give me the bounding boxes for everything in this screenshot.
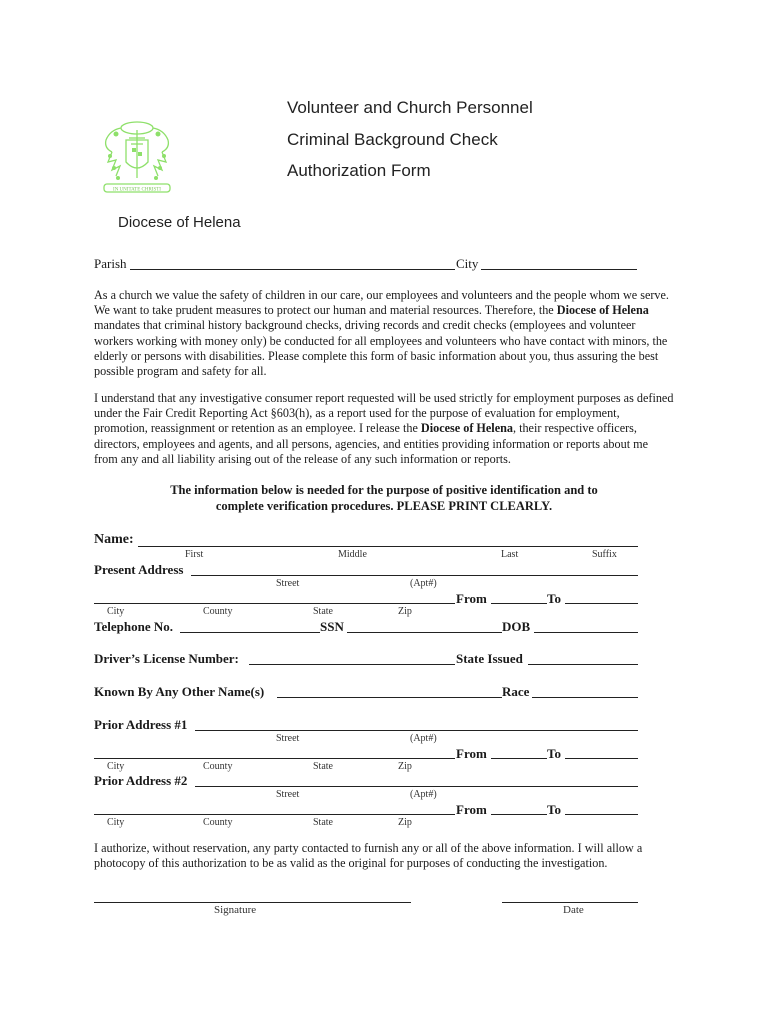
title-line-2: Criminal Background Check bbox=[287, 130, 498, 149]
prior-address-2-street-field[interactable] bbox=[195, 786, 638, 787]
prior-address-2-label: Prior Address #2 bbox=[94, 773, 188, 788]
zip-caption: Zip bbox=[398, 606, 412, 617]
authorization-paragraph: I authorize, without reservation, any party contacted to furnish any or all of the above information. I will allow a photocopy of this authorization to be as valid as the original for purposes of conducting the investigation. bbox=[94, 841, 643, 871]
zip-caption: Zip bbox=[398, 817, 412, 828]
county-caption: County bbox=[203, 606, 233, 617]
prior-2-to-field[interactable] bbox=[565, 814, 638, 815]
ssn-field[interactable] bbox=[347, 632, 502, 633]
present-address-street-field[interactable] bbox=[191, 575, 638, 576]
parish-city-field[interactable] bbox=[481, 269, 637, 270]
prior-address-1-city-field[interactable] bbox=[94, 758, 455, 759]
state-caption: State bbox=[313, 817, 333, 828]
signature-field[interactable] bbox=[94, 902, 411, 903]
prior-1-from-field[interactable] bbox=[491, 758, 547, 759]
city-caption: City bbox=[107, 761, 125, 772]
dob-label: DOB bbox=[502, 619, 531, 634]
zip-caption: Zip bbox=[398, 761, 412, 772]
title-line-3: Authorization Form bbox=[287, 161, 431, 180]
to-label: To bbox=[547, 746, 561, 761]
telephone-label: Telephone No. bbox=[94, 619, 173, 634]
street-caption: Street bbox=[276, 789, 300, 800]
state-issued-field[interactable] bbox=[528, 664, 638, 665]
state-caption: State bbox=[313, 606, 333, 617]
from-label: From bbox=[456, 802, 487, 817]
street-caption: Street bbox=[276, 578, 300, 589]
drivers-license-field[interactable] bbox=[249, 664, 455, 665]
state-caption: State bbox=[313, 761, 333, 772]
diocese-coat-of-arms-logo bbox=[98, 116, 176, 198]
apt-caption: (Apt#) bbox=[410, 789, 437, 800]
date-caption: Date bbox=[563, 904, 584, 916]
prior-1-to-field[interactable] bbox=[565, 758, 638, 759]
print-clearly-notice bbox=[94, 482, 674, 514]
parish-label: Parish bbox=[94, 256, 127, 271]
dob-field[interactable] bbox=[534, 632, 638, 633]
from-label: From bbox=[456, 746, 487, 761]
parish-field[interactable] bbox=[130, 269, 455, 270]
from-label: From bbox=[456, 591, 487, 606]
ssn-label: SSN bbox=[320, 619, 344, 634]
county-caption: County bbox=[203, 817, 233, 828]
prior-address-1-label: Prior Address #1 bbox=[94, 717, 188, 732]
first-name-caption: First bbox=[185, 549, 204, 560]
name-field[interactable] bbox=[138, 546, 638, 547]
safety-paragraph: As a church we value the safety of children in our care, our employees and volunteers and the people whom we serve. We want to take prudent measures to protect our human and material resources. Therefore, the Diocese of Helena mandates that criminal history background checks, driving records and credit checks (employees and volunteer workers working with money only) be conducted for all employees and volunteers who have contact with minors, the elderly or persons with disabilities. Please complete this form of basic information about you, thus assuring the best possible program and safety for all. bbox=[94, 288, 669, 379]
county-caption: County bbox=[203, 761, 233, 772]
race-label: Race bbox=[502, 684, 530, 699]
city-label: City bbox=[456, 256, 479, 271]
prior-2-from-field[interactable] bbox=[491, 814, 547, 815]
city-caption: City bbox=[107, 817, 125, 828]
apt-caption: (Apt#) bbox=[410, 578, 437, 589]
middle-name-caption: Middle bbox=[338, 549, 367, 560]
state-issued-label: State Issued bbox=[456, 651, 523, 666]
present-address-city-field[interactable] bbox=[94, 603, 455, 604]
prior-address-1-street-field[interactable] bbox=[195, 730, 638, 731]
date-field[interactable] bbox=[502, 902, 638, 903]
race-field[interactable] bbox=[532, 697, 638, 698]
known-by-field[interactable] bbox=[277, 697, 502, 698]
release-paragraph: I understand that any investigative consumer report requested will be used strictly for employment purposes as defined under the Fair Credit Reporting Act §603(h), as a report used for the purpose of evaluation for employment, promotion, reassignment or retention as an employee. I release the Diocese of Helena, their respective officers, directors, employees and agents, and all persons, agencies, and entities providing information or reports about me from any and all liability arising out of the release of any such information or reports. bbox=[94, 391, 674, 466]
telephone-field[interactable] bbox=[180, 632, 320, 633]
present-address-label: Present Address bbox=[94, 562, 184, 577]
prior-address-2-city-field[interactable] bbox=[94, 814, 455, 815]
name-label: Name: bbox=[94, 532, 134, 547]
notice-line-2: complete verification procedures. PLEASE PRINT CLEARLY. bbox=[215, 499, 553, 513]
to-label: To bbox=[547, 591, 561, 606]
logo-motto: IN UNITATE CHRISTI bbox=[113, 187, 161, 193]
city-caption: City bbox=[107, 606, 125, 617]
suffix-caption: Suffix bbox=[592, 549, 617, 560]
apt-caption: (Apt#) bbox=[410, 733, 437, 744]
present-from-field[interactable] bbox=[491, 603, 547, 604]
drivers-license-label: Driver’s License Number: bbox=[94, 651, 239, 666]
title-line-1: Volunteer and Church Personnel bbox=[287, 98, 533, 117]
known-by-label: Known By Any Other Name(s) bbox=[94, 684, 265, 699]
last-name-caption: Last bbox=[501, 549, 519, 560]
to-label: To bbox=[547, 802, 561, 817]
street-caption: Street bbox=[276, 733, 300, 744]
signature-caption: Signature bbox=[214, 904, 257, 916]
notice-line-1: The information below is needed for the purpose of positive identification and to bbox=[170, 483, 598, 497]
diocese-name: Diocese of Helena bbox=[118, 214, 241, 231]
present-to-field[interactable] bbox=[565, 603, 638, 604]
